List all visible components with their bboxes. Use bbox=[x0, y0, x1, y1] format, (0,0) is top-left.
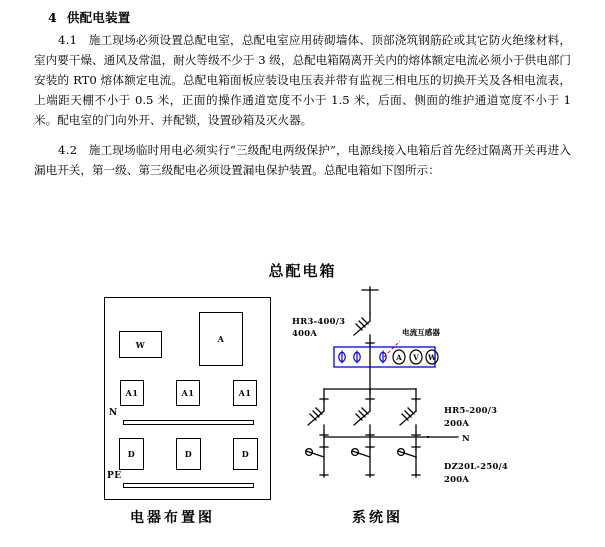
component-label: D bbox=[127, 449, 136, 459]
hatch-l1-1 bbox=[316, 408, 322, 414]
switch-hatch-1 bbox=[362, 318, 368, 324]
paragraph-number-4-1: 4.1 bbox=[58, 33, 78, 47]
switch-hatch-2 bbox=[359, 321, 365, 327]
hatch-l3-2 bbox=[405, 411, 411, 417]
ammeter-label: A bbox=[396, 353, 402, 362]
voltmeter-label: V bbox=[413, 353, 419, 362]
busbar-protective-earth bbox=[123, 483, 254, 488]
paragraph-4-1 bbox=[0, 28, 605, 131]
hatch-l3-1 bbox=[408, 408, 414, 414]
caption-system-diagram: 系统图 bbox=[352, 510, 403, 526]
meter-instrument-group bbox=[393, 350, 438, 364]
paragraph-number-4-2: 4.2 bbox=[58, 142, 78, 157]
paragraph-4-2 bbox=[0, 131, 605, 181]
switch-hatch-3 bbox=[356, 324, 362, 330]
hatch-l1-2 bbox=[313, 411, 319, 417]
component-breaker-d-1 bbox=[119, 438, 144, 470]
label-fuse-switch-model: HR5-200/3 bbox=[444, 405, 498, 415]
section-heading-title: 供配电装置 bbox=[66, 10, 131, 25]
bus-label-neutral: N bbox=[109, 408, 118, 418]
component-label: D bbox=[241, 449, 250, 459]
figure-main-distribution-box bbox=[0, 255, 605, 547]
component-label: A1 bbox=[125, 388, 139, 398]
breaker-blade-l3 bbox=[398, 451, 416, 457]
figure-title: 总配电箱 bbox=[268, 262, 337, 280]
ct-symbol-group bbox=[339, 351, 386, 364]
breaker-blade-l2 bbox=[352, 451, 370, 457]
caption-electrical-layout: 电器布置图 bbox=[130, 510, 215, 526]
hatch-l2-1 bbox=[362, 408, 368, 414]
section-heading-number: 4 bbox=[48, 10, 57, 25]
paragraph-text-4-2: 施工现场临时用电必须实行“三级配电两级保护”，电源线接入电箱后首先经过隔离开关再进入漏电开关，第一级、第三级配电必须设置漏电保护装置。总配电箱如下图所示： bbox=[34, 142, 572, 177]
label-current-transformer: 电流互感器 bbox=[402, 328, 440, 337]
component-voltmeter-w bbox=[119, 331, 162, 358]
wattmeter-label: W bbox=[428, 353, 436, 362]
label-breaker-current: 200A bbox=[444, 474, 470, 484]
junction-dot-neutral bbox=[427, 436, 429, 438]
label-isolator-current: 400A bbox=[292, 328, 318, 338]
component-label: W bbox=[135, 339, 146, 350]
system-schematic-drawing bbox=[292, 285, 572, 500]
component-breaker-d-2 bbox=[176, 438, 201, 470]
label-isolator-model: HR3-400/3 bbox=[292, 316, 346, 326]
hatch-l2-2 bbox=[359, 411, 365, 417]
component-label: A1 bbox=[238, 388, 252, 398]
component-label: D bbox=[184, 449, 193, 459]
section-heading bbox=[0, 0, 605, 28]
component-label: A1 bbox=[181, 388, 195, 398]
component-ammeter-a bbox=[199, 312, 243, 366]
component-label: A bbox=[217, 334, 225, 344]
electrical-layout-drawing bbox=[104, 297, 271, 500]
busbar-neutral bbox=[123, 420, 254, 425]
hatch-l3-3 bbox=[402, 414, 408, 420]
hatch-l2-3 bbox=[356, 414, 362, 420]
component-ammeter-a1-3 bbox=[233, 380, 257, 406]
component-ammeter-a1-2 bbox=[176, 380, 200, 406]
label-fuse-switch-current: 200A bbox=[444, 418, 470, 428]
component-ammeter-a1-1 bbox=[120, 380, 144, 406]
breaker-blade-l1 bbox=[306, 451, 324, 457]
bus-label-protective-earth: PE bbox=[107, 471, 122, 481]
hatch-l1-3 bbox=[310, 414, 316, 420]
label-breaker-model: DZ20L-250/4 bbox=[444, 461, 509, 471]
paragraph-text-4-1: 施工现场必须设置总配电室，总配电室应用砖砌墙体、顶部浇筑钢筋砼或其它防火绝缘材料，室内要干燥、通风及常温，耐火等级不少于 3 级，总配电箱隔离开关内的熔体额定电流必须小于供电部门安装的 RT0 熔体额定电流。总配电箱面板应装设电压表并带有监视三相电压的切换开关及各相电流表，上端距天棚不小于 0.5 米，正面的操作通道宽度不小于 1.5 米，后面、侧面的维护通道宽度不小于 1 米。配电室的门向外开、并配锁，设置砂箱及灭火器。 bbox=[34, 33, 571, 127]
label-neutral-line: N bbox=[462, 433, 470, 443]
document-body bbox=[0, 0, 605, 181]
system-schematic-svg bbox=[292, 285, 572, 500]
component-breaker-d-3 bbox=[233, 438, 258, 470]
